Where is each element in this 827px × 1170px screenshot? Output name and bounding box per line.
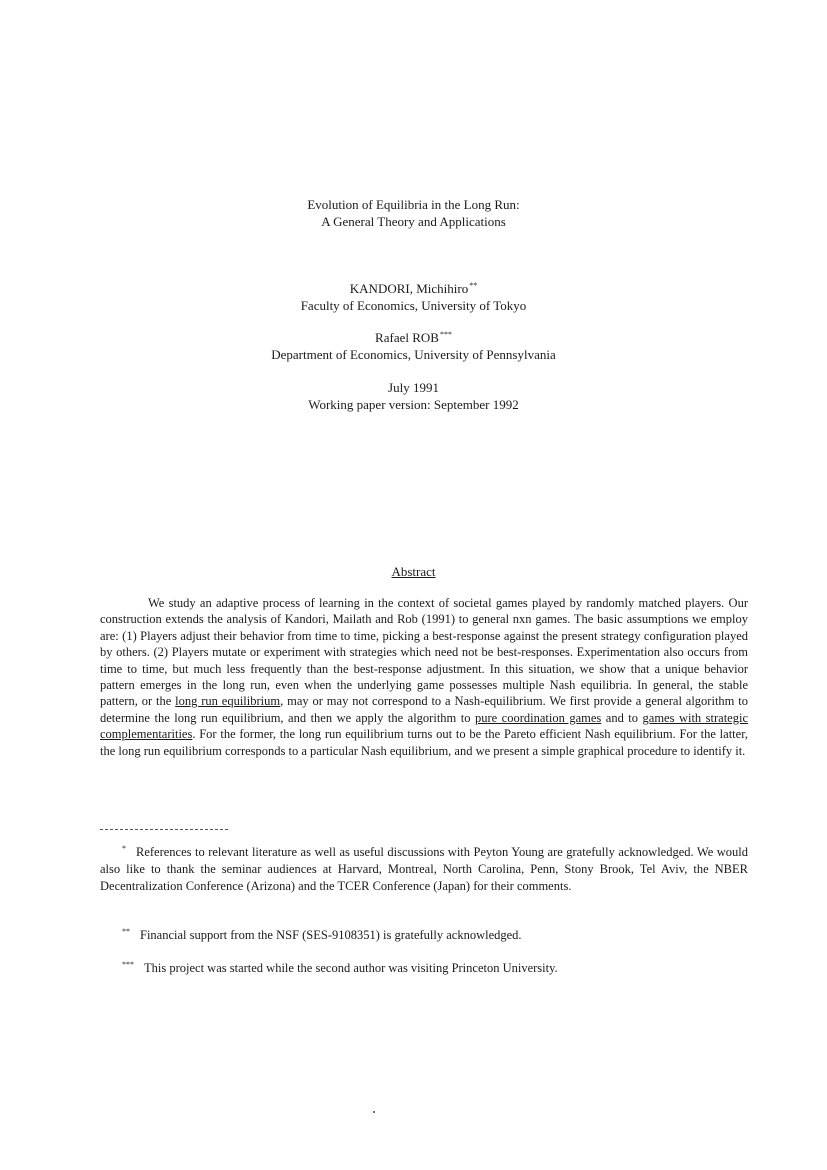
abstract-body (100, 595, 748, 759)
scan-speck (373, 1111, 375, 1113)
author-mark-2: *** (439, 329, 452, 339)
author-name-2: Rafael ROB*** (375, 329, 452, 345)
term-long-run-equilibrium: long run equilibrium (175, 694, 281, 709)
author-affiliation-1: Faculty of Economics, University of Tokyo (300, 298, 527, 313)
author-block-2 (0, 329, 827, 363)
abstract-heading: Abstract (391, 564, 436, 579)
footnote-3: *** This project was started while the second author was visiting Princeton University. (122, 959, 558, 975)
footnote-mark-2: ** (122, 926, 130, 936)
title-line-2: A General Theory and Applications (321, 214, 506, 229)
date-original: July 1991 (388, 380, 439, 395)
footnote-mark-3: *** (122, 959, 134, 969)
footnote-2: ** Financial support from the NSF (SES-9108351) is gratefully acknowledged. (122, 926, 522, 942)
footnote-mark-1: * (122, 843, 126, 853)
term-strategic-complementarities: games with strategic complementarities (100, 710, 749, 742)
footnote-rule (100, 829, 228, 830)
title-line-1: Evolution of Equilibria in the Long Run: (307, 197, 520, 212)
author-affiliation-2: Department of Economics, University of Pennsylvania (271, 347, 556, 362)
term-pure-coordination-games: pure coordination games (474, 710, 602, 725)
abstract-paragraph: We study an adaptive process of learning in the context of societal games played by randomly matched players. Our construction extends the analysis of Kandori, Mailath and Rob (1991) to general nxn games. The basic assumptions we employ are: (1) Players adjust their behavior from time to time, picking a best-response against the present strategy configuration played by others. (2) Players mutate or experiment with strategies which need not be best-responses. Experimentation also occurs from time to time, but much less frequently than the best-response adjustment. In this situation, we show that a unique behavior pattern emerges in the long run, even when the underlying game possesses multiple Nash equilibria. In general, the stable pattern, or the long run equilibrium, may or may not correspond to a Nash-equilibrium. We first provide a general algorithm to determine the long run equilibrium, and then we apply the algorithm to pure coordination games and to games with strategic complementarities. For the former, the long run equilibrium turns out to be the Pareto efficient Nash equilibrium. For the latter, the long run equilibrium corresponds to a particular Nash equilibrium, and we present a simple graphical procedure to identify it. (100, 596, 749, 758)
date-block (0, 379, 827, 413)
paper-title (0, 196, 827, 230)
date-version: Working paper version: September 1992 (308, 397, 519, 412)
author-block-1 (0, 280, 827, 314)
footnote-1: * References to relevant literature as well as useful discussions with Peyton Young are gratefully acknowledged. We would also like to thank the seminar audiences at Harvard, Montreal, North Carolina, Penn, Stony Brook, Tel Aviv, the NBER Decentralization Conference (Arizona) and the TCER Conference (Japan) for their comments. (100, 843, 748, 893)
author-mark-1: ** (469, 280, 478, 290)
author-name-1: KANDORI, Michihiro** (349, 280, 478, 296)
